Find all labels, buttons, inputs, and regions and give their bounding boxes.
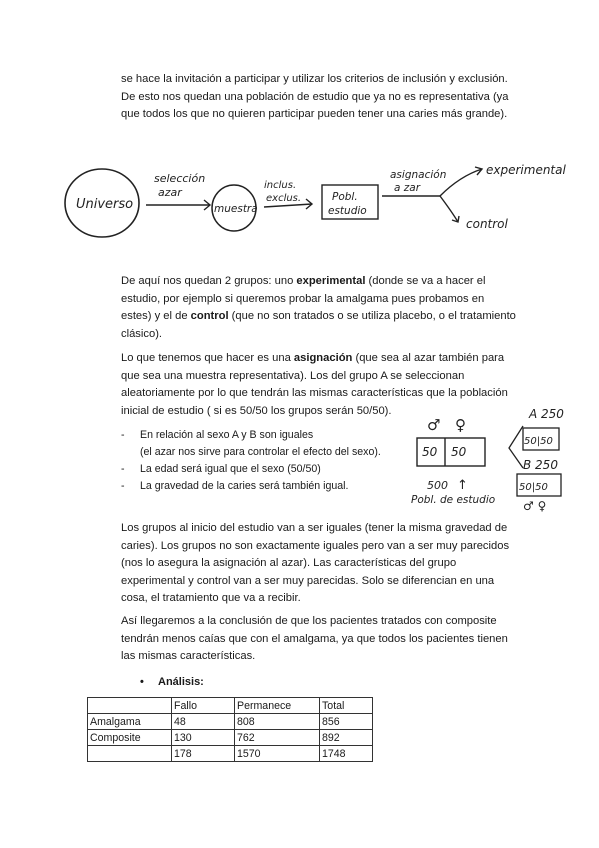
asignacion-label: asignación (390, 169, 447, 181)
table-cell: 762 (235, 730, 320, 746)
azar-label: azar (158, 186, 182, 199)
male-symbol: ♂ (427, 416, 441, 434)
table-cell (88, 698, 172, 714)
list-item: - La gravedad de la caries será también igual. (121, 480, 349, 492)
conclusion-paragraph: Así llegaremos a la conclusión de que los pacientes tratados con composite tendrán menos caías que con el amalgama, ya que todos los pacientes tienen las mismas características. (121, 615, 508, 662)
bullet-dot: • (140, 676, 144, 688)
intro-paragraph: se hace la invitación a participar y utilizar los criterios de inclusión y exclusión. De esto nos quedan una población de estudio que ya no es representativa (ya que todos los que no quieren participar pueden tener una caries más grande). (121, 73, 509, 120)
table-cell: 808 (235, 714, 320, 730)
table-cell: 178 (172, 746, 235, 762)
table-row (88, 730, 373, 746)
table-row (88, 698, 373, 714)
pobl-label: Pobl. (332, 191, 358, 203)
control-label: control (466, 217, 508, 231)
left-value: 50 (422, 445, 438, 459)
total-value: 500 (427, 479, 448, 492)
table-cell: 1570 (235, 746, 320, 762)
equal-groups-paragraph: Los grupos al inicio del estudio van a ser iguales (tener la misma gravedad de caries). Los grupos no son exactamente iguales pero van a ser muy parecidos (nos lo asegura la asignación al azar). Las características del grupo experimental y control van a ser muy parecidas. Solo se diferencian en una cosa, el tratamiento que va a recibir. (121, 522, 510, 604)
analysis-label: Análisis: (158, 676, 204, 688)
results-table (87, 697, 373, 762)
female-symbol: ♀ (455, 416, 466, 434)
table-row (88, 746, 373, 762)
asignacion-term: asignación (293, 352, 353, 364)
groups-paragraph: De aquí nos quedan 2 grupos: uno experimental (donde se va a hacer el estudio, por ejemplo si queremos probar la amalgama pues probamos en estes) y el de control (que no son tratados o se utiliza placebo, o el tratamiento clásico). (121, 275, 516, 340)
table-cell: Permanece (235, 698, 320, 714)
list-item: - La edad será igual que el sexo (50/50) (121, 463, 321, 475)
experimental-term: experimental (296, 275, 366, 287)
table-cell: Amalgama (88, 714, 172, 730)
universo-label: Universo (76, 197, 134, 212)
table-cell (88, 746, 172, 762)
assignment-paragraph: Lo que tenemos que hacer es una asignación (que sea al azar también para que sea una muestra representativa). Los del grupo A se seleccionan aleatoriamente por lo que tendrán las mismas características que la población inicial de estudio ( si es 50/50 los grupos serán 50/50). (121, 352, 508, 417)
experimental-label: experimental (486, 163, 566, 177)
analysis-heading (140, 676, 204, 688)
split-bracket (509, 426, 523, 468)
group-b-values: 50|50 (519, 482, 548, 493)
study-flow-diagram (0, 160, 599, 290)
seleccion-label: selección (154, 172, 206, 185)
group-a-label: A 250 (529, 407, 564, 421)
group-b-label: B 250 (523, 458, 558, 472)
population-split-diagram (405, 408, 585, 518)
table-cell: 856 (320, 714, 373, 730)
inclus-label: inclus. (264, 180, 297, 191)
azar2-label: a zar (394, 182, 421, 194)
list-item: - En relación al sexo A y B son iguales (el azar nos sirve para controlar el efecto del sexo). (121, 429, 381, 458)
characteristics-list (121, 427, 421, 495)
group-a-values: 50|50 (524, 436, 553, 447)
branch-down (440, 196, 458, 222)
estudio-label: estudio (328, 205, 367, 217)
table-cell: 48 (172, 714, 235, 730)
table-cell: 1748 (320, 746, 373, 762)
table-row (88, 714, 373, 730)
right-value: 50 (451, 445, 467, 459)
exclus-label: exclus. (266, 193, 302, 204)
control-term: control (190, 310, 229, 322)
up-arrow: ↑ (457, 478, 468, 493)
table-cell: Fallo (172, 698, 235, 714)
table-cell: 892 (320, 730, 373, 746)
arrow-2 (264, 204, 312, 207)
table-cell: Total (320, 698, 373, 714)
table-cell: Composite (88, 730, 172, 746)
table-cell: 130 (172, 730, 235, 746)
muestra-label: muestra (214, 203, 258, 215)
pobl-estudio-caption: Pobl. de estudio (411, 494, 496, 506)
sex-marks: ♂ ♀ (523, 499, 547, 513)
